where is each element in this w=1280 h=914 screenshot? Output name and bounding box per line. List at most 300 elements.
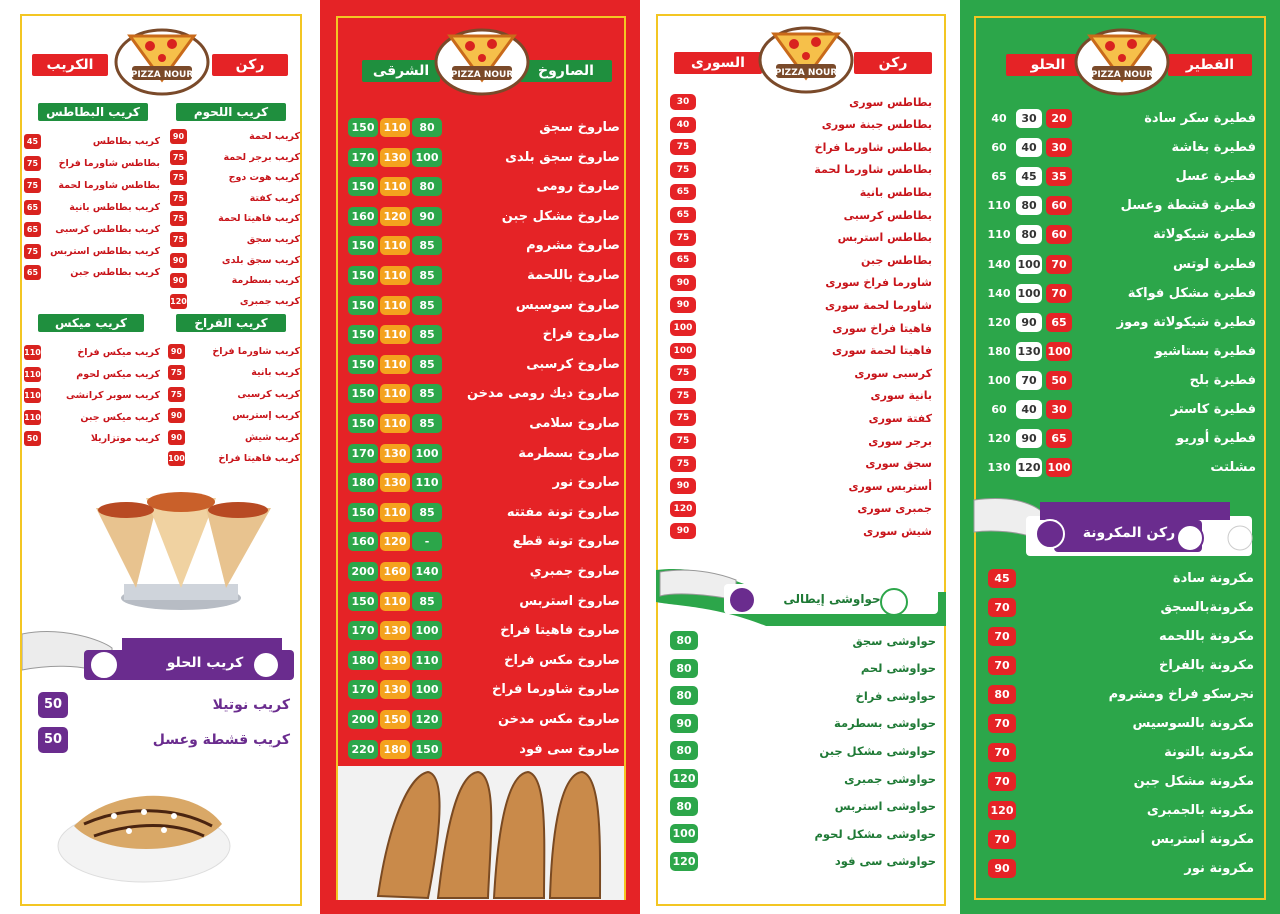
item-price: 75 (168, 387, 185, 402)
item-name: صاروخ استربس (519, 593, 620, 609)
item-price: 80 (988, 685, 1016, 704)
hawawshi-title: حواوشى إيطالى (783, 592, 881, 606)
pizza-nour-logo (758, 20, 854, 94)
sarookh-photo (338, 766, 624, 900)
item-price: 110 (380, 177, 410, 196)
item-price: 70 (988, 656, 1016, 675)
price-group (348, 325, 442, 344)
list-item (24, 134, 160, 149)
item-price: 120 (670, 852, 698, 871)
item-name: بطاطس شاورما فراخ (58, 157, 160, 169)
item-name: مشلتت (1210, 460, 1256, 476)
item-price: 90 (1016, 313, 1042, 332)
item-name: مكرونة باللحمه (1159, 629, 1254, 644)
pizza-nour-logo (1074, 22, 1170, 96)
item-price: 100 (412, 148, 442, 167)
list-item (670, 433, 932, 449)
list-item (168, 430, 300, 445)
item-name: صاروخ مشكل جبن (501, 208, 620, 224)
price-group (348, 503, 442, 522)
item-name: كفتة سورى (868, 411, 932, 425)
item-name: شاورما لحمة سورى (825, 298, 932, 312)
item-price: 100 (1016, 255, 1042, 274)
item-price: 65 (986, 167, 1012, 186)
item-name: كريب شاورما فراخ (212, 346, 300, 357)
list-item (170, 170, 300, 185)
list-item (988, 859, 1254, 878)
list-item (348, 592, 620, 611)
item-name: صاروخ مكس مدخن (497, 712, 620, 727)
item-name: كريب فاهيتا لحمة (218, 213, 300, 225)
pizza-nour-logo (434, 22, 530, 96)
item-price: 100 (670, 320, 696, 336)
crepe-potato-title: كريب البطاطس (38, 103, 148, 121)
item-price: 120 (1016, 458, 1042, 477)
item-name: فطيرة سكر سادة (1144, 111, 1256, 126)
item-price: 75 (670, 139, 696, 155)
item-price: 90 (670, 478, 696, 494)
price-group (348, 651, 442, 670)
crepe-nutella-photo (54, 766, 234, 886)
list-item (670, 297, 932, 313)
price-group (348, 473, 442, 492)
item-name: فطيرة قشطة وعسل (1120, 198, 1256, 214)
item-name: جمبرى سورى (857, 502, 932, 516)
item-name: بطاطس شاورما فراخ (814, 140, 932, 154)
item-name: فطيرة بلح (1189, 372, 1256, 388)
price-group (348, 384, 442, 403)
list-item (24, 345, 160, 360)
list-item (168, 451, 300, 466)
item-price: 170 (348, 680, 378, 699)
syrian-title-right: السورى (674, 52, 762, 74)
item-price: 130 (380, 621, 410, 640)
list-item (348, 177, 620, 196)
crepe-mix-title: كريب ميكس (38, 314, 144, 332)
item-price: 120 (170, 294, 187, 309)
crepe-cones-photo (76, 488, 286, 618)
list-item (986, 342, 1256, 361)
item-price: 100 (412, 444, 442, 463)
price-group (986, 138, 1072, 157)
sarookh-title-right: الشرقى (362, 60, 440, 82)
list-item (348, 444, 620, 463)
pasta-title: ركن المكرونة (1082, 525, 1176, 541)
item-price: 140 (412, 562, 442, 581)
list-item (988, 830, 1254, 849)
item-name: كريب موتزاريلا (90, 433, 160, 444)
list-item (168, 408, 300, 423)
item-name: فطيرة لوتس (1172, 256, 1256, 272)
list-item (348, 414, 620, 433)
item-name: كريب سجق بلدى (221, 254, 300, 266)
list-item (348, 266, 620, 285)
price-group (986, 371, 1072, 390)
item-price: 150 (412, 740, 442, 759)
item-price: 140 (986, 255, 1012, 274)
item-price: 90 (1016, 429, 1042, 448)
item-name: بطاطس بانية (859, 185, 932, 199)
item-name: صاروخ تونة مفتته (506, 504, 620, 520)
item-price: 110 (380, 384, 410, 403)
item-price: 130 (380, 651, 410, 670)
item-name: حواوشى سجق (852, 633, 936, 648)
list-item (670, 94, 932, 110)
item-name: صاروخ سجق بلدى (505, 149, 620, 165)
list-item (670, 741, 936, 760)
price-group (986, 284, 1072, 303)
list-item (986, 167, 1256, 186)
list-item (170, 294, 300, 309)
item-price: 120 (670, 769, 698, 788)
list-item (24, 156, 160, 171)
item-name: سجق سورى (865, 457, 932, 471)
item-name: فطيرة شيكولاتة وموز (1116, 314, 1256, 330)
crepe-title-left: ركن (212, 54, 288, 76)
price-group (986, 225, 1072, 244)
item-price: 150 (348, 355, 378, 374)
item-name: حواوشى فراخ (855, 688, 936, 703)
crepe-panel (0, 0, 320, 914)
crepe-sweet-title: كريب الحلو (166, 655, 244, 671)
item-price: 110 (24, 388, 41, 403)
item-price: 110 (380, 592, 410, 611)
sarookh-panel (320, 0, 640, 914)
item-price: 100 (168, 451, 185, 466)
list-item (988, 743, 1254, 762)
item-price: 75 (170, 191, 187, 206)
price-group (986, 109, 1072, 128)
list-item (670, 478, 932, 494)
item-name: كريب هوت دوج (228, 172, 300, 184)
item-price: 180 (348, 473, 378, 492)
item-price: 120 (412, 710, 442, 729)
list-item (986, 458, 1256, 477)
item-price: 75 (670, 410, 696, 426)
item-price: 85 (412, 325, 442, 344)
item-name: كريب كفتة (249, 192, 300, 204)
list-item (348, 355, 620, 374)
item-name: صاروخ رومى (536, 179, 620, 195)
item-name: كريب شيش (244, 431, 300, 443)
list-item (348, 325, 620, 344)
item-price: 110 (24, 367, 41, 382)
item-price: 75 (168, 365, 185, 380)
list-item (348, 148, 620, 167)
item-name: فطيرة كاستر (1170, 402, 1256, 417)
item-name: كريب بطاطس (92, 136, 160, 147)
item-price: 85 (412, 355, 442, 374)
item-price: 70 (988, 714, 1016, 733)
price-group (348, 355, 442, 374)
price-group (348, 118, 442, 137)
item-name: صاروخ مكس فراخ (504, 652, 620, 668)
item-price: 160 (348, 207, 378, 226)
list-item (348, 562, 620, 581)
item-name: صاروخ سى فود (519, 741, 620, 757)
item-price: 65 (24, 265, 41, 280)
list-item (348, 236, 620, 255)
item-price: 130 (380, 680, 410, 699)
item-name: صاروخ باللحمة (527, 268, 620, 283)
pizza-nour-logo (114, 22, 210, 96)
item-name: صاروخ تونة قطع (512, 534, 620, 550)
price-group (986, 400, 1072, 419)
item-price: 70 (1046, 255, 1072, 274)
price-group (986, 167, 1072, 186)
item-price: 90 (988, 859, 1016, 878)
list-item (986, 371, 1256, 390)
item-name: مكرونةبالسجق (1160, 600, 1254, 615)
item-name: بطاطس شاورما لحمة (814, 163, 932, 177)
item-price: 45 (988, 569, 1016, 588)
item-name: كريب نوتيلا (212, 697, 290, 713)
item-price: 100 (986, 371, 1012, 390)
item-price: 150 (348, 118, 378, 137)
item-name: كريب جمبرى (239, 295, 300, 307)
item-price: 60 (986, 400, 1012, 419)
item-price: 80 (670, 686, 698, 705)
item-price: 130 (380, 148, 410, 167)
svg-text:PIZZA NOUR: PIZZA NOUR (774, 68, 838, 78)
item-price: 90 (670, 714, 698, 733)
price-group (986, 255, 1072, 274)
item-name: فطيرة شيكولاتة (1152, 227, 1256, 243)
item-name: حواوشى استربس (834, 799, 936, 814)
list-item (170, 129, 300, 144)
item-price: 90 (168, 408, 185, 423)
item-price: 110 (412, 473, 442, 492)
item-name: فطيرة مشكل فواكة (1127, 285, 1256, 301)
item-price: 100 (412, 621, 442, 640)
item-name: صاروخ بسطرمة (518, 445, 620, 461)
crepe-title-right: الكريب (32, 54, 108, 76)
list-item (24, 265, 160, 280)
list-item (670, 501, 932, 517)
item-price: 100 (412, 680, 442, 699)
syrian-title-left: ركن (854, 52, 932, 74)
item-name: كريب فاهيتا فراخ (218, 453, 300, 464)
item-price: 120 (986, 429, 1012, 448)
item-name: حواوشى بسطرمة (833, 716, 936, 731)
item-price: 140 (986, 284, 1012, 303)
item-price: 120 (986, 313, 1012, 332)
price-group (348, 680, 442, 699)
item-name: بطاطس كرسبى (843, 208, 932, 222)
item-price: 75 (24, 244, 41, 259)
svg-text:PIZZA NOUR: PIZZA NOUR (450, 70, 514, 80)
list-item (348, 503, 620, 522)
item-price: 65 (24, 222, 41, 237)
item-price: 150 (380, 710, 410, 729)
list-item (348, 118, 620, 137)
item-price: 30 (1046, 400, 1072, 419)
list-item (38, 692, 290, 718)
item-price: 70 (988, 743, 1016, 762)
list-item (670, 275, 932, 291)
item-name: فاهيتا فراخ سورى (832, 321, 932, 335)
list-item (986, 429, 1256, 448)
item-price: 50 (38, 692, 68, 718)
item-price: 60 (986, 138, 1012, 157)
list-item (670, 230, 932, 246)
item-name: كريب سوبر كرانشى (66, 390, 160, 401)
feteer-title-left: الفطير (1168, 54, 1252, 76)
item-name: أستربس سورى (848, 479, 932, 493)
item-name: فاهيتا لحمة سورى (832, 344, 932, 358)
item-price: 70 (988, 772, 1016, 791)
list-item (170, 150, 300, 165)
list-item (170, 273, 300, 288)
item-name: صاروخ فاهيتا فراخ (500, 623, 620, 639)
list-item (670, 207, 932, 223)
list-item (670, 320, 932, 336)
item-price: 150 (348, 325, 378, 344)
price-group (348, 562, 442, 581)
list-item (170, 211, 300, 226)
item-name: حواوشى جمبرى (844, 771, 936, 786)
list-item (670, 852, 936, 871)
item-price: 85 (412, 296, 442, 315)
item-name: بطاطس جبنة سورى (821, 118, 932, 132)
item-price: 150 (348, 266, 378, 285)
item-price: 40 (1016, 400, 1042, 419)
list-item (348, 296, 620, 315)
item-price: 180 (380, 740, 410, 759)
item-price: 35 (1046, 167, 1072, 186)
item-price: 70 (1016, 371, 1042, 390)
item-price: 80 (670, 659, 698, 678)
list-item (170, 253, 300, 268)
list-item (170, 232, 300, 247)
item-price: 150 (348, 414, 378, 433)
list-item (988, 569, 1254, 588)
price-group (348, 207, 442, 226)
list-item (170, 191, 300, 206)
item-name: مكرونة نور (1184, 861, 1254, 876)
item-price: 160 (348, 532, 378, 551)
item-price: 170 (348, 148, 378, 167)
list-item (24, 410, 160, 425)
item-name: صاروخ مشروم (526, 238, 620, 254)
item-price: 120 (670, 501, 696, 517)
list-item (670, 139, 932, 155)
item-price: 130 (1016, 342, 1042, 361)
item-price: 65 (670, 252, 696, 268)
item-price: 110 (986, 225, 1012, 244)
item-price: 220 (348, 740, 378, 759)
item-name: مكرونة بالتونة (1164, 745, 1254, 760)
item-name: بطاطس سورى (849, 95, 932, 109)
item-price: 60 (1046, 225, 1072, 244)
price-group (348, 148, 442, 167)
list-item (670, 769, 936, 788)
item-price: 60 (1046, 196, 1072, 215)
item-price: 120 (380, 207, 410, 226)
list-item (670, 714, 936, 733)
list-item (988, 598, 1254, 617)
item-price: 40 (1016, 138, 1042, 157)
list-item (168, 365, 300, 380)
item-name: فطيرة أوريو (1176, 431, 1256, 447)
list-item (670, 252, 932, 268)
item-name: شيش سورى (863, 524, 932, 538)
list-item (988, 627, 1254, 646)
item-price: 90 (170, 129, 187, 144)
item-price: 110 (380, 325, 410, 344)
list-item (988, 801, 1254, 820)
syrian-panel (640, 0, 960, 914)
item-name: حواوشى مشكل جبن (819, 743, 936, 758)
item-price: 85 (412, 384, 442, 403)
item-name: فطيرة بغاشة (1171, 140, 1256, 156)
item-price: 85 (412, 503, 442, 522)
item-price: 40 (670, 117, 696, 133)
item-price: 90 (170, 273, 187, 288)
list-item (24, 200, 160, 215)
item-name: شاورما فراخ سورى (825, 276, 932, 290)
item-price: 110 (412, 651, 442, 670)
item-name: صاروخ فراخ (542, 327, 620, 343)
list-item (670, 686, 936, 705)
item-price: 75 (670, 365, 696, 381)
item-price: 30 (670, 94, 696, 110)
item-name: حواوشى مشكل لحوم (814, 826, 936, 841)
item-price: 90 (170, 253, 187, 268)
list-item (986, 284, 1256, 303)
list-item (670, 659, 936, 678)
list-item (670, 797, 936, 816)
item-price: 150 (348, 503, 378, 522)
item-price: 75 (670, 162, 696, 178)
price-group (986, 458, 1072, 477)
item-price: 80 (670, 741, 698, 760)
item-name: كريب ميكس جبن (80, 411, 160, 423)
crepe-meat-title: كريب اللحوم (176, 103, 286, 121)
item-name: بانية سورى (870, 389, 932, 403)
list-item (348, 384, 620, 403)
item-name: كريب ميكس لحوم (76, 368, 160, 380)
list-item (670, 456, 932, 472)
list-item (670, 388, 932, 404)
item-name: كريب بطاطس جبن (70, 267, 160, 279)
item-price: 85 (412, 236, 442, 255)
item-name: كريب إستربس (232, 410, 300, 422)
item-name: صاروخ كرسبى (526, 356, 620, 372)
item-price: 70 (988, 627, 1016, 646)
item-price: 130 (380, 444, 410, 463)
item-price: 75 (670, 456, 696, 472)
item-name: كريب بسطرمة (231, 275, 300, 287)
item-price: 45 (24, 134, 41, 149)
list-item (24, 367, 160, 382)
list-item (986, 400, 1256, 419)
item-price: 110 (986, 196, 1012, 215)
item-price: 150 (348, 177, 378, 196)
list-item (670, 410, 932, 426)
list-item (986, 255, 1256, 274)
item-price: 200 (348, 562, 378, 581)
item-price: 70 (988, 598, 1016, 617)
item-name: مكرونة بالجمبرى (1146, 803, 1254, 818)
item-price: 65 (1046, 313, 1072, 332)
item-price: 40 (986, 109, 1012, 128)
item-price: 110 (24, 410, 41, 425)
item-name: كريب كرسبى (237, 388, 300, 400)
price-group (348, 177, 442, 196)
list-item (670, 365, 932, 381)
item-price: 80 (1016, 225, 1042, 244)
